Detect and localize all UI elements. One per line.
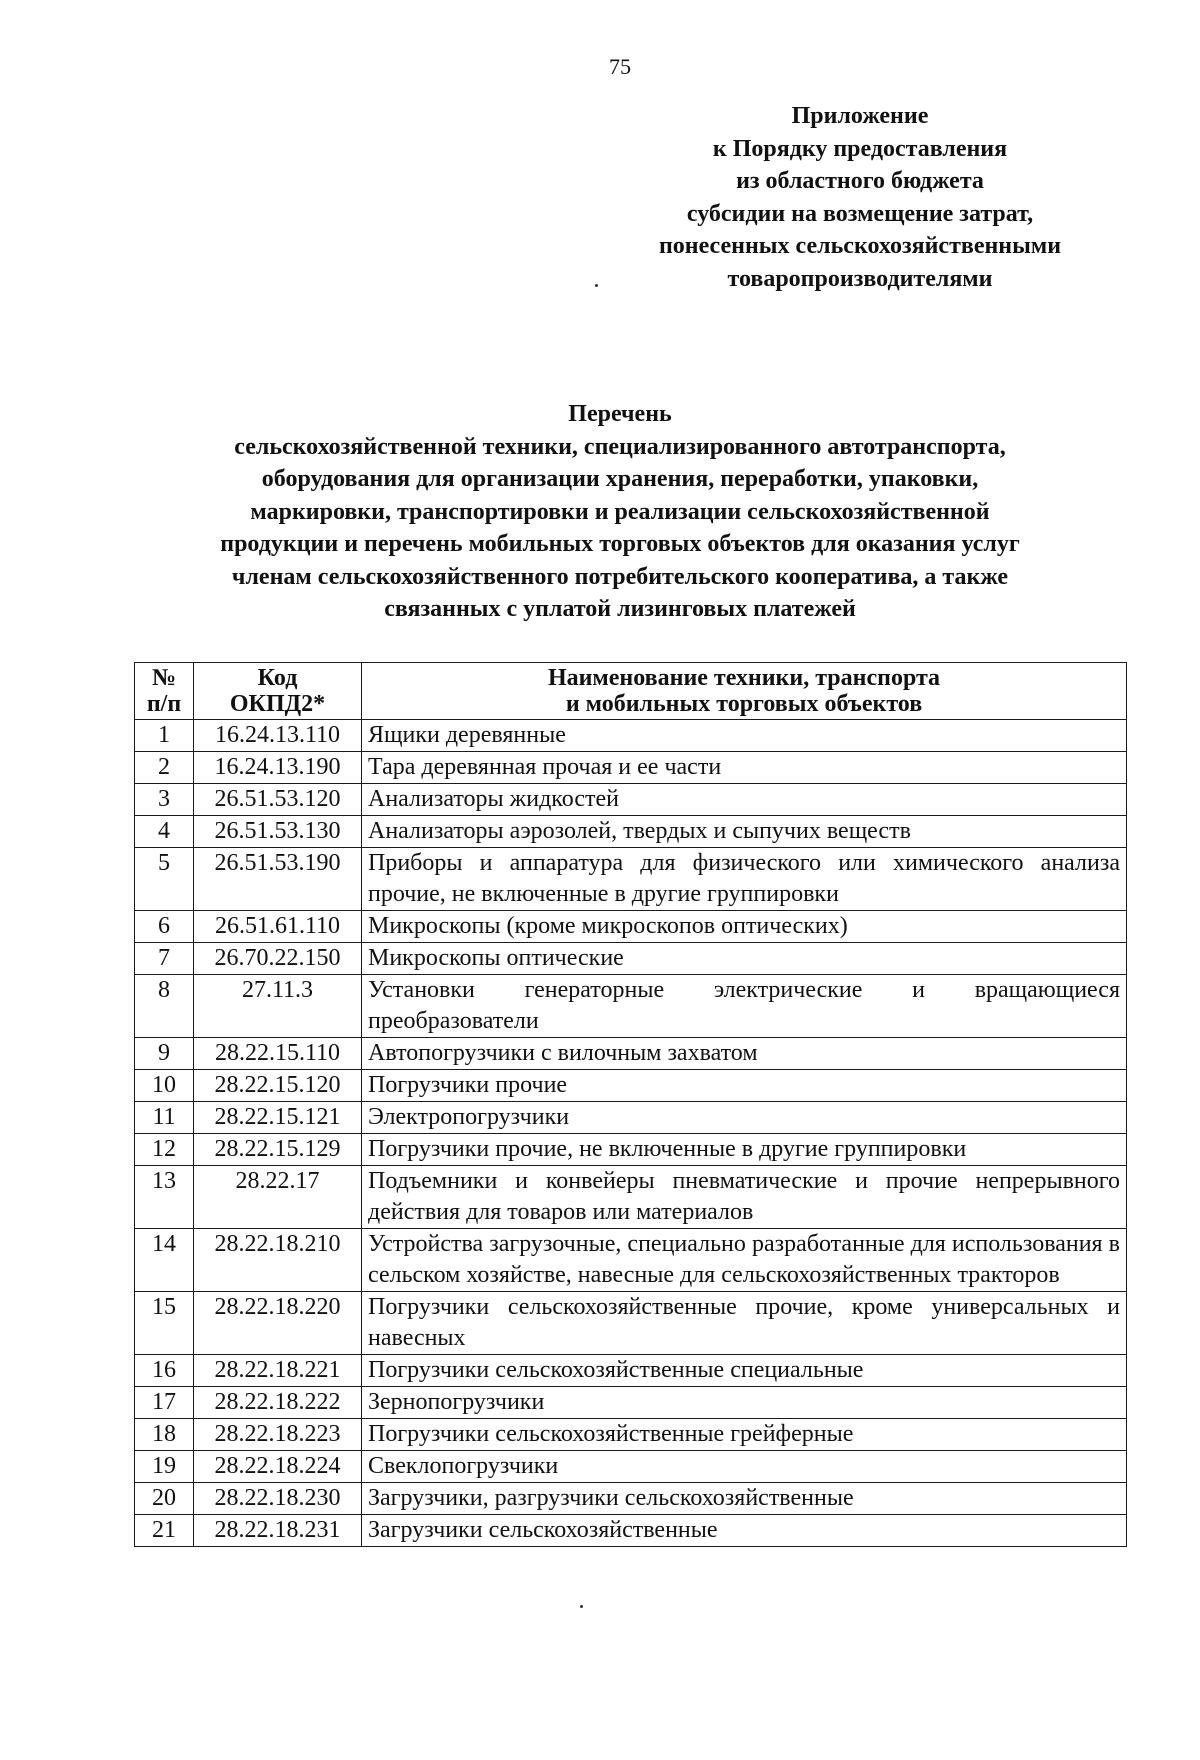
table-row xyxy=(135,1355,1127,1387)
table-body xyxy=(135,720,1127,1547)
row-okpd2-code: 28.22.18.231 xyxy=(194,1515,362,1547)
row-okpd2-code: 28.22.15.129 xyxy=(194,1134,362,1166)
row-item-name: Загрузчики сельскохозяйственные xyxy=(362,1515,1127,1547)
table-row xyxy=(135,720,1127,752)
header-code-line2: ОКПД2* xyxy=(229,691,326,717)
row-item-name: Погрузчики сельскохозяйственные специальные xyxy=(362,1355,1127,1387)
row-number: 12 xyxy=(135,1134,194,1166)
appendix-line: из областного бюджета xyxy=(736,168,984,194)
row-okpd2-code: 26.70.22.150 xyxy=(194,943,362,975)
row-item-name: Ящики деревянные xyxy=(362,720,1127,752)
appendix-line: понесенных сельскохозяйственными xyxy=(658,233,1062,259)
table-row xyxy=(135,943,1127,975)
row-number: 8 xyxy=(135,975,194,1038)
header-name xyxy=(362,663,1127,720)
row-okpd2-code: 27.11.3 xyxy=(194,975,362,1038)
row-okpd2-code: 28.22.15.121 xyxy=(194,1102,362,1134)
page-number: 75 xyxy=(609,54,631,79)
list-title-line: продукции и перечень мобильных торговых объектов для оказания услуг xyxy=(220,531,1020,557)
row-okpd2-code: 16.24.13.190 xyxy=(194,752,362,784)
list-title-line: маркировки, транспортировки и реализации сельскохозяйственной xyxy=(250,498,990,525)
row-okpd2-code: 28.22.18.220 xyxy=(194,1292,362,1355)
row-item-name: Зернопогрузчики xyxy=(362,1387,1127,1419)
row-item-name: Погрузчики сельскохозяйственные прочие, кроме универсальных и навесных xyxy=(362,1292,1127,1355)
table-row xyxy=(135,816,1127,848)
row-item-name: Микроскопы (кроме микроскопов оптических) xyxy=(362,911,1127,943)
list-title-line: оборудования для организации хранения, переработки, упаковки, xyxy=(261,466,979,492)
row-number: 9 xyxy=(135,1038,194,1070)
table-row xyxy=(135,784,1127,816)
row-okpd2-code: 28.22.18.221 xyxy=(194,1355,362,1387)
row-number: 17 xyxy=(135,1387,194,1419)
row-okpd2-code: 28.22.15.110 xyxy=(194,1038,362,1070)
row-okpd2-code: 28.22.18.224 xyxy=(194,1451,362,1483)
scan-speck xyxy=(595,284,598,287)
row-number: 6 xyxy=(135,911,194,943)
row-item-name: Приборы и аппаратура для физического или химического анализа прочие, не включенные в другие группировки xyxy=(362,848,1127,911)
table-row xyxy=(135,1134,1127,1166)
list-title-line: связанных с уплатой лизинговых платежей xyxy=(384,596,856,622)
row-okpd2-code: 28.22.18.230 xyxy=(194,1483,362,1515)
row-number: 10 xyxy=(135,1070,194,1102)
table-row xyxy=(135,1229,1127,1292)
table-row xyxy=(135,1102,1127,1134)
row-number: 19 xyxy=(135,1451,194,1483)
row-item-name: Устройства загрузочные, специально разработанные для использования в сельском хозяйстве, навесные для сельскохозяйственных тракторов xyxy=(362,1229,1127,1292)
row-okpd2-code: 28.22.15.120 xyxy=(194,1070,362,1102)
row-item-name: Анализаторы аэрозолей, твердых и сыпучих веществ xyxy=(362,816,1127,848)
row-number: 3 xyxy=(135,784,194,816)
table-row xyxy=(135,1451,1127,1483)
appendix-line: к Порядку предоставления xyxy=(712,135,1008,162)
table-row xyxy=(135,1483,1127,1515)
list-title-line: Перечень xyxy=(568,401,672,427)
header-code-line1: Код xyxy=(257,665,298,691)
row-okpd2-code: 26.51.53.130 xyxy=(194,816,362,848)
row-okpd2-code: 28.22.18.222 xyxy=(194,1387,362,1419)
row-item-name: Автопогрузчики с вилочным захватом xyxy=(362,1038,1127,1070)
table-row xyxy=(135,1070,1127,1102)
row-item-name: Подъемники и конвейеры пневматические и прочие непрерывного действия для товаров или материалов xyxy=(362,1166,1127,1229)
row-item-name: Установки генераторные электрические и вращающиеся преобразователи xyxy=(362,975,1127,1038)
row-okpd2-code: 16.24.13.110 xyxy=(194,720,362,752)
table-row xyxy=(135,1515,1127,1547)
row-okpd2-code: 28.22.17 xyxy=(194,1166,362,1229)
row-item-name: Электропогрузчики xyxy=(362,1102,1127,1134)
list-title-line: членам сельскохозяйственного потребительского кооператива, а также xyxy=(231,563,1009,590)
row-item-name: Анализаторы жидкостей xyxy=(362,784,1127,816)
list-title-line: сельскохозяйственной техники, специализированного автотранспорта, xyxy=(234,433,1006,460)
row-okpd2-code: 28.22.18.223 xyxy=(194,1419,362,1451)
row-item-name: Погрузчики прочие, не включенные в другие группировки xyxy=(362,1134,1127,1166)
row-number: 11 xyxy=(135,1102,194,1134)
table-row xyxy=(135,975,1127,1038)
row-okpd2-code: 26.51.61.110 xyxy=(194,911,362,943)
row-item-name: Загрузчики, разгрузчики сельскохозяйственные xyxy=(362,1483,1127,1515)
table-row xyxy=(135,1038,1127,1070)
row-item-name: Погрузчики сельскохозяйственные грейферные xyxy=(362,1419,1127,1451)
appendix-line: субсидии на возмещение затрат, xyxy=(686,200,1034,227)
row-number: 2 xyxy=(135,752,194,784)
row-number: 21 xyxy=(135,1515,194,1547)
table-row xyxy=(135,1387,1127,1419)
row-number: 4 xyxy=(135,816,194,848)
row-number: 16 xyxy=(135,1355,194,1387)
header-name-line2: и мобильных торговых объектов xyxy=(565,691,923,717)
table-row xyxy=(135,752,1127,784)
header-name-line1: Наименование техники, транспорта xyxy=(547,665,941,691)
table-row xyxy=(135,911,1127,943)
appendix-line: товаропроизводителями xyxy=(727,265,993,292)
row-item-name: Тара деревянная прочая и ее части xyxy=(362,752,1127,784)
table-header-row xyxy=(135,663,1127,720)
appendix-line: Приложение xyxy=(791,103,929,129)
list-title xyxy=(80,398,1160,626)
row-item-name: Погрузчики прочие xyxy=(362,1070,1127,1102)
row-item-name: Микроскопы оптические xyxy=(362,943,1127,975)
row-okpd2-code: 26.51.53.190 xyxy=(194,848,362,911)
table-row xyxy=(135,1166,1127,1229)
equipment-table xyxy=(134,662,1127,1547)
appendix-header xyxy=(620,100,1100,295)
row-number: 5 xyxy=(135,848,194,911)
row-okpd2-code: 26.51.53.120 xyxy=(194,784,362,816)
row-okpd2-code: 28.22.18.210 xyxy=(194,1229,362,1292)
table-row xyxy=(135,1419,1127,1451)
header-num-line2: п/п xyxy=(146,691,182,717)
row-item-name: Свеклопогрузчики xyxy=(362,1451,1127,1483)
header-code xyxy=(194,663,362,720)
row-number: 20 xyxy=(135,1483,194,1515)
row-number: 15 xyxy=(135,1292,194,1355)
row-number: 18 xyxy=(135,1419,194,1451)
header-num xyxy=(135,663,194,720)
table-row xyxy=(135,848,1127,911)
scan-speck xyxy=(580,1605,583,1608)
row-number: 1 xyxy=(135,720,194,752)
table-row xyxy=(135,1292,1127,1355)
row-number: 14 xyxy=(135,1229,194,1292)
header-num-line1: № xyxy=(151,665,177,691)
row-number: 13 xyxy=(135,1166,194,1229)
row-number: 7 xyxy=(135,943,194,975)
